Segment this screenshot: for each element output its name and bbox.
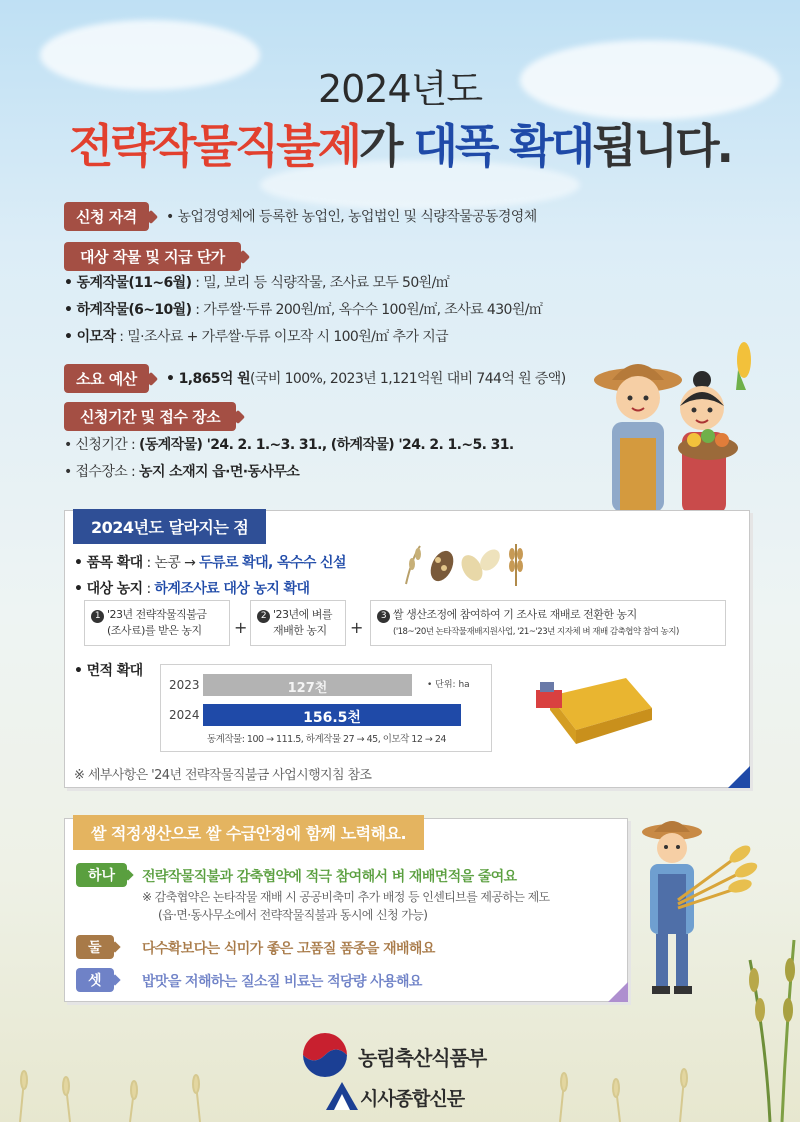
harvester-illustration [530,668,654,748]
headline-ending: 됩니다. [592,119,732,173]
rice-item-3: 밥맛을 저해하는 질소질 비료는 적당량 사용해요 [142,974,422,990]
budget-text: • 1,865억 원(국비 100%, 2023년 1,121억원 대비 744억 원 증액) [166,371,566,387]
data-label-2023: 127천 [287,681,328,696]
year-title: 2024년도 [317,67,483,111]
item-expansion: • 품목 확대 : 논콩 → 두류로 확대, 옥수수 신설 [74,555,346,571]
farmers-illustration [590,340,770,520]
rice-item-2: 다수확보다는 식미가 좋은 고품질 품종을 재배해요 [142,941,435,957]
chart-note: 동계작물: 100 → 111.5, 하계작물 27 → 45, 이모작 12 → 24 [207,734,446,745]
crops-label: 대상 작물 및 지급 단가 [64,242,241,271]
crop-icons [398,538,534,590]
headline-particle: 가 [359,119,414,173]
condition-2: 2 '23년에 벼를 재배한 농지 [250,600,346,646]
headline-program: 전략작물직불제 [68,119,360,173]
rice-title: 쌀 적정생산으로 쌀 수급안정에 함께 노력해요. [73,815,424,850]
panel-corner [608,982,628,1002]
budget-label: 소요 예산 [64,364,149,393]
unit-label: • 단위: ha [427,680,470,690]
eligibility-text: • 농업경영체에 등록한 농업인, 농업법인 및 식량작물공동경영체 [166,209,537,225]
panel-corner [728,766,750,788]
newspaper-logo-icon [326,1082,358,1110]
data-label-2024: 156.5천 [303,710,361,726]
target-farmland: • 대상 농지 : 하계조사료 대상 농지 확대 [74,581,310,597]
period-place: • 접수장소 : 농지 소재지 읍·면·동사무소 [64,464,300,480]
crop-double: • 이모작 : 밀·조사료 + 가루쌀·두류 이모작 시 100원/㎡ 추가 지급 [64,329,449,345]
tick-label-2024: 2024 [169,708,200,722]
footnote: ※ 세부사항은 '24년 전략작물직불금 사업시행지침 참조 [74,768,372,783]
condition-1: 1 '23년 전략작물직불금 (조사료)를 받은 농지 [84,600,230,646]
area-chart [160,664,492,752]
tag-three: 셋 [76,968,114,992]
tag-two: 둘 [76,935,114,959]
headline [0,110,800,176]
newspaper-name: 시사종합신문 [360,1088,465,1110]
plus-sign: + [350,618,364,637]
ministry-emblem-icon [300,1030,350,1080]
area-expansion-label: • 면적 확대 [74,663,143,679]
eligibility-label: 신청 자격 [64,202,149,231]
period-label: 신청기간 및 접수 장소 [64,402,236,431]
rice-plant [730,920,800,1122]
rice-item-1: 전략작물직불과 감축협약에 적극 참여해서 벼 재배면적을 줄여요 [142,869,517,885]
tag-one: 하나 [76,863,127,887]
period-dates: • 신청기간 : (동계작물) '24. 2. 1.~3. 31., (하계작물) '24. 2. 1.~5. 31. [64,437,514,453]
plus-sign: + [234,618,248,637]
rice-note-1: ※ 감축협약은 논타작물 재배 시 공공비축미 추가 배정 등 인센티브를 제공하는 제도 [142,890,550,904]
condition-3: 3 쌀 생산조정에 참여하여 기 조사료 재배로 전환한 농지 ('18~'20년 논타작물재배지원사업, '21~'23년 지자체 벼 재배 감축협약 참여 농지) [370,600,726,646]
ministry-name: 농림축산식품부 [358,1046,487,1070]
rice-note-2: (읍·면·동사무소에서 전략작물직불과 동시에 신청 가능) [158,908,428,922]
tick-label-2023: 2023 [169,678,200,692]
crop-summer: • 하계작물(6~10월) : 가루쌀·두류 200원/㎡, 옥수수 100원/㎡, 조사료 430원/㎡ [64,302,543,318]
changes-title: 2024년도 달라지는 점 [73,509,266,544]
headline-emphasis: 대폭 확대 [413,119,593,173]
crop-winter: • 동계작물(11~6월) : 밀, 보리 등 식량작물, 조사료 모두 50원/㎡ [64,275,450,291]
